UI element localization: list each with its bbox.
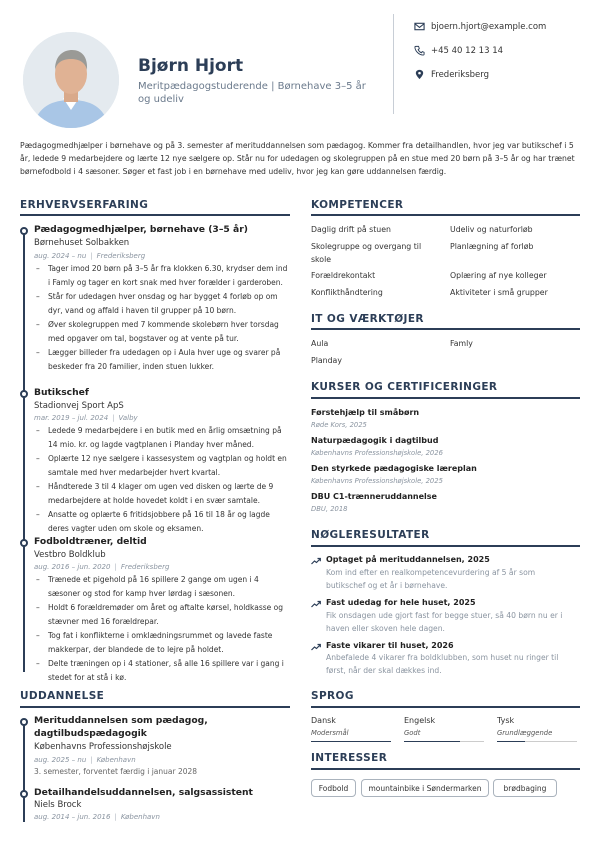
education-date: aug. 2025 – nu: [34, 756, 87, 764]
job-bullet: – Holdt 6 forældremøder om året og aftalte kørsel, holdkasse og stævner med 16 forældrepar.: [34, 601, 290, 628]
competence-item: Konflikthåndtering: [311, 288, 383, 297]
competences-rule: [311, 214, 580, 216]
profile-photo: [23, 32, 119, 128]
job-date: aug. 2016 – jun. 2020: [34, 563, 111, 571]
timeline-dot: [20, 539, 28, 547]
job-date: aug. 2024 – nu: [34, 252, 87, 260]
envelope-icon: [414, 21, 425, 32]
competence-item: Aktiviteter i små grupper: [450, 288, 548, 297]
job-bullet: – Står for udedagen hver onsdag og har bygget 4 forløb op om dyr, vand og affald i haven til grupper på 10 børn.: [34, 290, 290, 317]
trend-up-icon: [311, 557, 321, 565]
tool-item: Famly: [450, 339, 473, 348]
profile-summary: Pædagogmedhjælper i børnehave og på 3. semester af merituddannelsen som pædagog. Kommer fra detailhandlen, hvor jeg var butikschef i 5 år, ledede 9 medarbejdere og lærte 12 nye sælgere op. Står nu for udedagen og skolegruppen på en stue med 20 børn på 3–5 år og har trænet børnefodbold i 4 sæsoner. Søger et fast job i en børnehave med udeliv, hvor jeg kan gøre uddannelsen færdig.: [20, 141, 575, 176]
result-description: Fik onsdagen ude gjort fast for begge stuer, så 40 børn nu er i haven eller skoven hele dagen.: [326, 611, 563, 633]
trend-up-icon: [311, 600, 321, 608]
education-title: Merituddannelsen som pædagog, dagtilbudspædagogik: [34, 715, 208, 739]
competence-item: Udeliv og naturforløb: [450, 225, 533, 234]
job-date: mar. 2019 – jul. 2024: [34, 414, 109, 422]
education-timeline: [23, 722, 25, 822]
interests-heading: INTERESSER: [311, 752, 388, 764]
candidate-name: Bjørn Hjort: [138, 56, 244, 76]
languages-rule: [311, 706, 580, 708]
location-pin-icon: [414, 69, 425, 80]
job-organization: Børnehuset Solbakken: [34, 238, 130, 248]
timeline-dot: [20, 227, 28, 235]
job-bullets: [34, 262, 290, 374]
job-bullet: – Håndterede 3 til 4 klager om ugen ved disken og lærte de 9 medarbejdere at holde hovedet koldt i en svær samtale.: [34, 480, 290, 507]
experience-heading: ERHVERVSERFARING: [20, 199, 149, 211]
languages-heading: SPROG: [311, 690, 354, 702]
language-level: Grundlæggende: [497, 729, 553, 737]
result-title: Optaget på merituddannelsen, 2025: [326, 555, 490, 564]
location-text: Frederiksberg: [431, 69, 490, 80]
education-organization: Niels Brock: [34, 800, 82, 810]
result-title: Fast udedag for hele huset, 2025: [326, 598, 476, 607]
course-title: Førstehjælp til småbørn: [311, 408, 420, 417]
course-title: Naturpædagogik i dagtilbud: [311, 436, 439, 445]
timeline-dot: [20, 718, 28, 726]
course-issuer: Københavns Professionshøjskole, 2026: [311, 449, 443, 457]
tool-item: Planday: [311, 356, 342, 365]
interest-chip: mountainbike i Søndermarken: [361, 779, 489, 797]
tools-rule: [311, 328, 580, 330]
job-place: Valby: [118, 414, 138, 422]
job-bullets: [34, 573, 290, 685]
language-level: Godt: [404, 729, 421, 737]
language-bar-track: [497, 741, 577, 742]
courses-heading: KURSER OG CERTIFICERINGER: [311, 381, 498, 393]
results-heading: NØGLERESULTATER: [311, 529, 430, 541]
language-bar-track: [404, 741, 484, 742]
email-text: bjoern.hjort@example.com: [431, 21, 547, 32]
interests-rule: [311, 768, 580, 770]
result-title: Faste vikarer til huset, 2026: [326, 641, 454, 650]
header-divider: [393, 14, 394, 114]
language-level: Modersmål: [311, 729, 349, 737]
contact-location: [414, 69, 489, 80]
competence-item: Daglig drift på stuen: [311, 225, 391, 234]
result-description: Anbefalede 4 vikarer fra boldklubben, som huset nu ringer til først, når der skal dækkes ind.: [326, 653, 559, 675]
job-meta: aug. 2024 – nu | Frederiksberg: [34, 252, 146, 260]
job-place: Frederiksberg: [120, 563, 170, 571]
trend-up-icon: [311, 643, 321, 651]
course-issuer: Københavns Professionshøjskole, 2025: [311, 477, 443, 485]
competences-heading: KOMPETENCER: [311, 199, 404, 211]
course-title: Den styrkede pædagogiske læreplan: [311, 464, 477, 473]
education-heading: UDDANNELSE: [20, 690, 105, 702]
job-organization: Vestbro Boldklub: [34, 550, 106, 560]
tool-item: Aula: [311, 339, 329, 348]
language-bar-fill: [497, 741, 525, 742]
contact-phone[interactable]: [414, 45, 503, 56]
job-bullet: – Tog fat i konflikterne i omklædningsrummet og lavede faste makkerpar, der blandede de to lejre på holdet.: [34, 629, 290, 656]
language-name: Engelsk: [404, 716, 436, 725]
interest-chip: Fodbold: [311, 779, 356, 797]
job-meta: mar. 2019 – jul. 2024 | Valby: [34, 414, 138, 422]
job-title: Butikschef: [34, 387, 89, 398]
competence-item: Oplæring af nye kolleger: [450, 271, 547, 280]
timeline-dot: [20, 790, 28, 798]
candidate-subtitle: Meritpædagogstuderende | Børnehave 3–5 år og udeliv: [138, 81, 366, 105]
competence-item: Forældrekontakt: [311, 271, 376, 280]
education-place: København: [96, 756, 136, 764]
timeline-dot: [20, 390, 28, 398]
job-bullet: – Tager imod 20 børn på 3–5 år fra klokken 6.30, krydser dem ind i Famly og tager en kort snak med hver forælder i garderoben.: [34, 262, 290, 289]
job-bullets: [34, 424, 290, 536]
tools-heading: IT OG VÆRKTØJER: [311, 313, 424, 325]
education-rule: [20, 706, 290, 708]
job-bullet: – Oplærte 12 nye sælgere i kassesystem og vagtplan og holdt en samtale med hver medarbejder hvert kvartal.: [34, 452, 290, 479]
result-description: Kom ind efter en realkompetencevurdering af 5 år som butikschef og et år i børnehave.: [326, 568, 536, 590]
experience-rule: [20, 214, 290, 216]
phone-text: +45 40 12 13 14: [431, 45, 504, 56]
job-bullet: – Trænede et pigehold på 16 spillere 2 gange om ugen i 4 sæsoner og stod for kamp hver lørdag i sæsonen.: [34, 573, 290, 600]
experience-timeline: [23, 232, 25, 672]
education-organization: Københavns Professionshøjskole: [34, 742, 172, 752]
job-meta: aug. 2016 – jun. 2020 | Frederiksberg: [34, 563, 170, 571]
education-date: aug. 2014 – jun. 2016: [34, 813, 111, 821]
phone-icon: [414, 45, 425, 56]
language-name: Dansk: [311, 716, 336, 725]
job-bullet: – Delte træningen op i 4 stationer, så alle 16 spillere var i gang i stedet for at stå i kø.: [34, 657, 290, 684]
job-organization: Stadionvej Sport ApS: [34, 401, 124, 411]
education-title: Detailhandelsuddannelsen, salgsassistent: [34, 787, 253, 798]
courses-rule: [311, 397, 580, 399]
job-title: Fodboldtræner, deltid: [34, 536, 147, 547]
education-meta: aug. 2014 – jun. 2016 | København: [34, 813, 160, 821]
education-note: 3. semester, forventet færdig i januar 2028: [34, 767, 198, 776]
job-place: Frederiksberg: [96, 252, 146, 260]
course-title: DBU C1-trænneruddannelse: [311, 492, 437, 501]
education-meta: aug. 2025 – nu | København: [34, 756, 136, 764]
results-rule: [311, 545, 580, 547]
competence-item: Planlægning af forløb: [450, 242, 534, 251]
job-bullet: – Lægger billeder fra udedagen op i Aula hver uge og svarer på beskeder fra 20 familier, inden stuen lukker.: [34, 346, 290, 373]
course-issuer: Røde Kors, 2025: [311, 421, 367, 429]
language-bar-fill: [311, 741, 391, 742]
interest-chip: brødbaging: [493, 779, 557, 797]
job-bullet: – Øver skolegruppen med 7 kommende skolebørn hver torsdag med opgaver om tal, bogstaver og at vente på tur.: [34, 318, 290, 345]
competence-item: Skolegruppe og overgang til skole: [311, 242, 422, 264]
course-issuer: DBU, 2018: [311, 505, 348, 513]
language-bar-track: [311, 741, 391, 742]
job-bullet: – Ledede 9 medarbejdere i en butik med en årlig omsætning på 14 mio. kr. og lagde vagtplanen i Planday hver måned.: [34, 424, 290, 451]
language-name: Tysk: [497, 716, 515, 725]
contact-email[interactable]: [414, 21, 546, 32]
job-title: Pædagogmedhjælper, børnehave (3–5 år): [34, 224, 248, 235]
language-bar-fill: [404, 741, 460, 742]
education-place: København: [120, 813, 160, 821]
job-bullet: – Ansatte og oplærte 6 fritidsjobbere på 16 til 18 år og lagde deres vagter uden om skole og eksamen.: [34, 508, 290, 535]
